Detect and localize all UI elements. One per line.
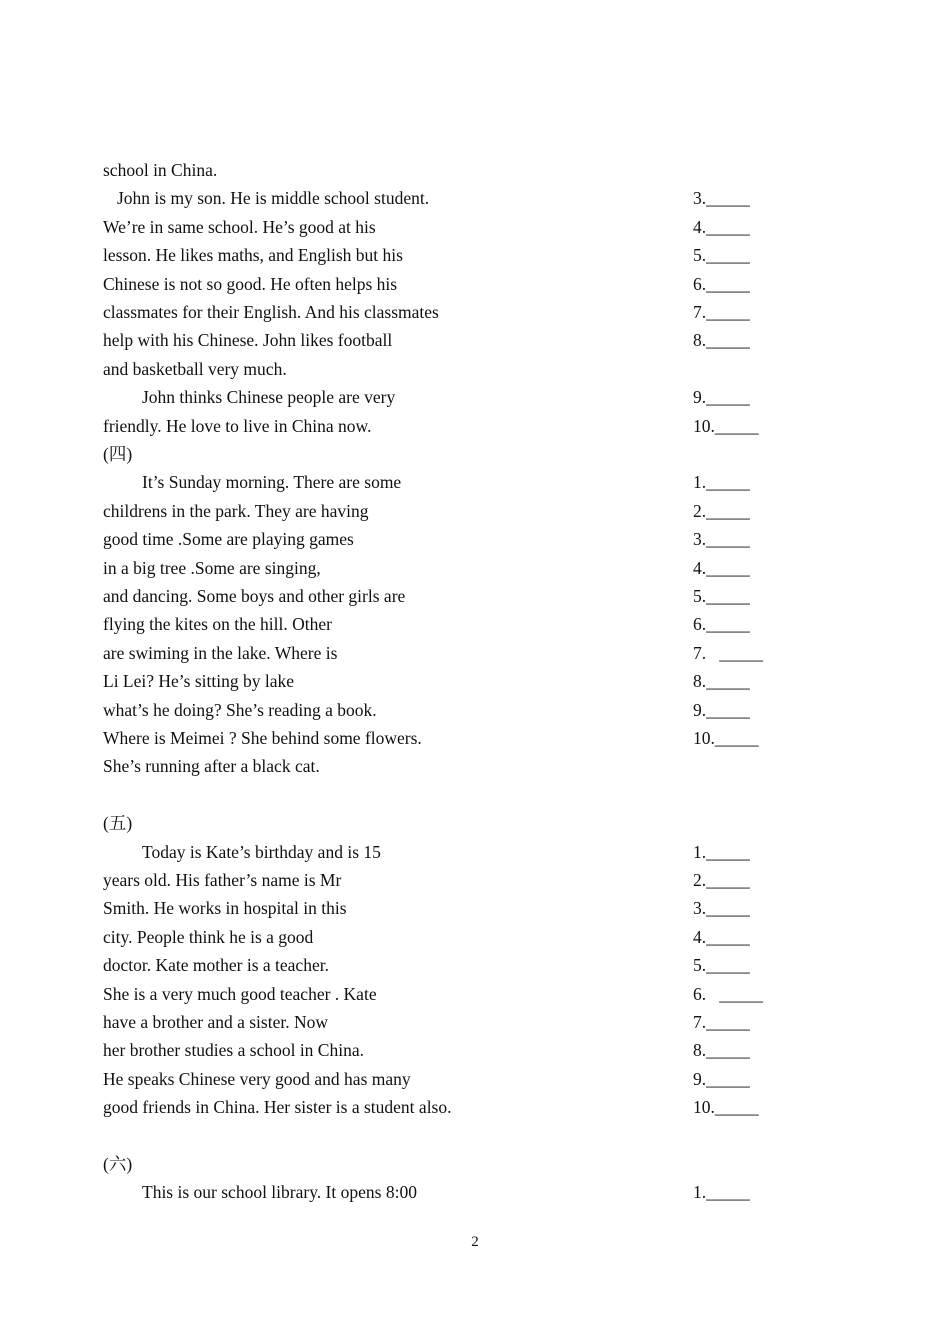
text-line <box>103 894 803 922</box>
text-line <box>103 383 803 411</box>
text-line <box>103 440 803 468</box>
answer-blank: 4._____ <box>693 216 750 237</box>
line-text: in a big tree .Some are singing, <box>103 557 321 578</box>
answer-blank: 10._____ <box>693 415 759 436</box>
answer-blank: 3._____ <box>693 529 750 550</box>
text-line <box>103 838 803 866</box>
line-text: It’s Sunday morning. There are some <box>142 472 402 493</box>
line-text: what’s he doing? She’s reading a book. <box>103 699 377 720</box>
answer-blank: 9._____ <box>693 1068 750 1089</box>
answer-blank: 4._____ <box>693 557 750 578</box>
answer-blank: 8._____ <box>693 330 750 351</box>
answer-blank: 9._____ <box>693 699 750 720</box>
line-text: This is our school library. It opens 8:00 <box>142 1182 417 1203</box>
text-line <box>103 270 803 298</box>
line-text: Li Lei? He’s sitting by lake <box>103 671 294 692</box>
text-line <box>103 1036 803 1064</box>
text-line <box>103 1093 803 1121</box>
answer-blank: 5._____ <box>693 245 750 266</box>
answer-blank: 8._____ <box>693 1040 750 1061</box>
text-line <box>103 213 803 241</box>
text-line <box>103 1178 803 1206</box>
text-line <box>103 639 803 667</box>
text-line <box>103 554 803 582</box>
line-text: John thinks Chinese people are very <box>142 387 396 408</box>
line-text: Where is Meimei ? She behind some flowers. <box>103 728 422 748</box>
answer-blank: 3._____ <box>693 898 750 919</box>
text-line <box>103 298 803 326</box>
line-text: school in China. <box>103 160 218 180</box>
text-line <box>103 866 803 894</box>
line-text: good time .Some are playing games <box>103 529 354 550</box>
text-line <box>103 497 803 525</box>
answer-blank: 8._____ <box>693 671 750 692</box>
text-line <box>103 468 803 496</box>
text-line <box>103 696 803 724</box>
line-text: flying the kites on the hill. Other <box>103 614 332 635</box>
answer-blank: 5._____ <box>693 955 750 976</box>
answer-blank: 4._____ <box>693 926 750 947</box>
text-line <box>103 724 803 752</box>
answer-blank: 5._____ <box>693 586 750 606</box>
line-text: have a brother and a sister. Now <box>103 1012 328 1032</box>
line-text: (四) <box>103 444 133 464</box>
answer-blank: 6. _____ <box>693 983 763 1004</box>
answer-blank: 6._____ <box>693 273 750 294</box>
answer-blank: 2._____ <box>693 500 750 521</box>
text-line <box>103 667 803 695</box>
answer-blank: 10._____ <box>693 728 759 748</box>
line-text: She’s running after a black cat. <box>103 756 320 777</box>
line-text: lesson. He likes maths, and English but his <box>103 245 403 266</box>
text-line <box>103 355 803 383</box>
line-text: doctor. Kate mother is a teacher. <box>103 955 329 976</box>
line-text: friendly. He love to live in China now. <box>103 415 372 436</box>
line-text: and dancing. Some boys and other girls are <box>103 586 406 606</box>
line-text: good friends in China. Her sister is a student also. <box>103 1097 452 1118</box>
text-line <box>103 1065 803 1093</box>
text-line <box>103 1008 803 1036</box>
line-text: He speaks Chinese very good and has many <box>103 1068 411 1089</box>
line-text: Today is Kate’s birthday and is 15 <box>142 841 381 862</box>
text-line <box>103 241 803 269</box>
line-text: We’re in same school. He’s good at his <box>103 216 376 237</box>
answer-blank: 2._____ <box>693 870 750 890</box>
text-line <box>103 752 803 780</box>
line-text: John is my son. He is middle school student. <box>117 188 430 209</box>
answer-blank: 3._____ <box>693 188 750 209</box>
text-line <box>103 326 803 354</box>
text-line <box>103 809 803 837</box>
line-text: (六) <box>103 1154 133 1174</box>
line-text: (五) <box>103 813 133 834</box>
answer-blank: 9._____ <box>693 387 750 408</box>
text-line <box>103 923 803 951</box>
answer-blank: 7._____ <box>693 1012 750 1032</box>
line-text: her brother studies a school in China. <box>103 1040 364 1061</box>
line-text: Smith. He works in hospital in this <box>103 898 347 919</box>
text-line <box>103 610 803 638</box>
line-text: childrens in the park. They are having <box>103 500 369 521</box>
line-text: classmates for their English. And his classmates <box>103 302 439 322</box>
text-line <box>103 781 803 809</box>
line-text: help with his Chinese. John likes football <box>103 330 393 351</box>
answer-blank: 7. _____ <box>693 642 763 663</box>
answer-blank: 1._____ <box>693 841 750 862</box>
text-line <box>103 582 803 610</box>
page-number: 2 <box>471 1234 479 1250</box>
text-line <box>103 980 803 1008</box>
text-line <box>103 951 803 979</box>
line-text: city. People think he is a good <box>103 926 314 947</box>
line-text: Chinese is not so good. He often helps his <box>103 273 398 294</box>
answer-blank: 6._____ <box>693 614 750 635</box>
text-line <box>103 184 803 212</box>
text-line <box>103 525 803 553</box>
answer-blank: 7._____ <box>693 302 750 322</box>
line-text: and basketball very much. <box>103 358 287 379</box>
line-text: years old. His father’s name is Mr <box>103 870 342 890</box>
line-text: She is a very much good teacher . Kate <box>103 983 377 1004</box>
line-text: are swiming in the lake. Where is <box>103 642 338 663</box>
text-line <box>103 1122 803 1150</box>
text-line <box>103 156 803 184</box>
answer-blank: 1._____ <box>693 472 750 493</box>
answer-blank: 10._____ <box>693 1097 759 1118</box>
answer-blank: 1._____ <box>693 1182 750 1203</box>
text-line <box>103 412 803 440</box>
text-line <box>103 1150 803 1178</box>
